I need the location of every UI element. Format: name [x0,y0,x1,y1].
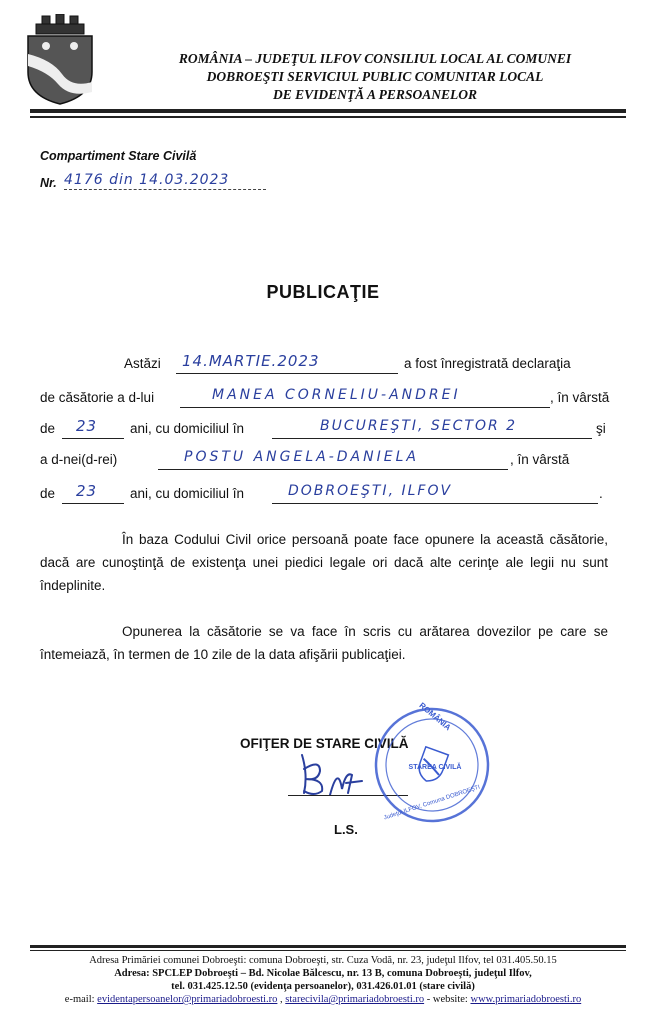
locus-sigilli-label: L.S. [334,822,358,837]
and-conjunction: şi [596,421,606,436]
stamp-locality-text: Judeţul ILFOV, Comuna DOBROEŞTI [383,784,481,822]
document-title: PUBLICAŢIE [266,282,380,302]
bride-name-value: POSTU ANGELA-DANIELA [184,449,419,465]
groom-address-value: BUCUREŞTI, SECTOR 2 [320,418,518,434]
email-link-evidenta[interactable]: evidentapersoanelor@primariadobroesti.ro [97,994,278,1005]
header-line-1: ROMÂNIA – JUDEŢUL ILFOV CONSILIUL LOCAL AL COMUNEI [178,51,572,66]
bride-de-label: de [40,486,56,501]
groom-domicile-label: ani, cu domiciliul în [130,421,245,436]
footer-contact-line [0,993,646,1006]
bride-label: a d-nei(d-rei) [40,452,118,467]
opposition-paragraph: În baza Codului Civil orice persoană poate face opunere la această căsătorie, dacă are cunoştinţă de existenţa unei piedici legale ori dacă alte cerinţe ale legii nu sunt îndeplinite. [40,532,608,593]
header-divider-thin [30,116,626,118]
bride-age-field [62,482,124,504]
registered-text: a fost înregistrată declaraţia [404,356,571,371]
bride-domicile-label: ani, cu domiciliul în [130,486,245,501]
groom-de-label: de [40,421,56,436]
declaration-date-value: 14.MARTIE.2023 [182,352,320,370]
footer-spclep-address: Adresa: SPCLEP Dobroeşti – Bd. Nicolae Bălcescu, nr. 13 B, comuna Dobroeşti, judeţul Ilfov, [114,968,532,979]
groom-name-field [180,389,550,408]
footer-phone-numbers: tel. 031.425.12.50 (evidenţa persoanelor), 031.426.01.01 (stare civilă) [171,981,475,992]
website-link[interactable]: www.primariadobroesti.ro [470,994,582,1005]
declaration-date-field [176,352,398,374]
bride-address-field [272,485,598,504]
form-end-period: . [599,486,603,501]
header-line-3: DE EVIDENŢĂ A PERSOANELOR [273,87,477,102]
header-line-2: DOBROEŞTI SERVICIUL PUBLIC COMUNITAR LOCAL [206,69,544,84]
marriage-groom-label: de căsătorie a d-lui [40,390,155,405]
bride-name-field [158,451,508,470]
registration-number-label: Nr. [40,176,57,190]
header-divider-thick [30,109,626,113]
institution-header [110,50,640,104]
civil-status-officer-title: OFIŢER DE STARE CIVILĂ [240,736,409,751]
stamp-country-text: ROMÂNIA [417,700,453,733]
footer-divider-thin [30,950,626,951]
groom-address-field [272,420,592,439]
footer-email-label: e-mail: [64,994,98,1005]
bride-age-value: 23 [76,482,98,500]
footer-separator: , [277,994,286,1005]
opposition-procedure-paragraph: Opunerea la căsătorie se va face în scris cu arătarea dovezilor pe care se întemeiază, în termen de 10 zile de la data afişării publicaţiei. [40,624,608,662]
footer-website-label: - website: [424,994,471,1005]
astazi-label: Astăzi [124,356,161,371]
bride-age-label: , în vârstă [510,452,570,467]
groom-name-value: MANEA CORNELIU-ANDREI [212,387,461,403]
groom-age-field [62,417,124,439]
dobroesti-coat-of-arms-icon [22,14,98,106]
stamp-center-text: STAREA CIVILĂ [408,764,462,771]
footer-divider-thick [30,945,626,948]
email-link-starecivila[interactable]: starecivila@primariadobroesti.ro [285,994,425,1005]
bride-address-value: DOBROEŞTI, ILFOV [288,483,453,499]
groom-age-label: , în vârstă [550,390,610,405]
department-label: Compartiment Stare Civilă [40,149,197,163]
groom-age-value: 23 [76,417,98,435]
footer-town-hall-address: Adresa Primăriei comunei Dobroeşti: comuna Dobroeşti, str. Cuza Vodă, nr. 23, judeţul Ilfov, tel 031.405.50.15 [89,955,557,966]
registration-number-value: 4176 din 14.03.2023 [64,172,266,190]
